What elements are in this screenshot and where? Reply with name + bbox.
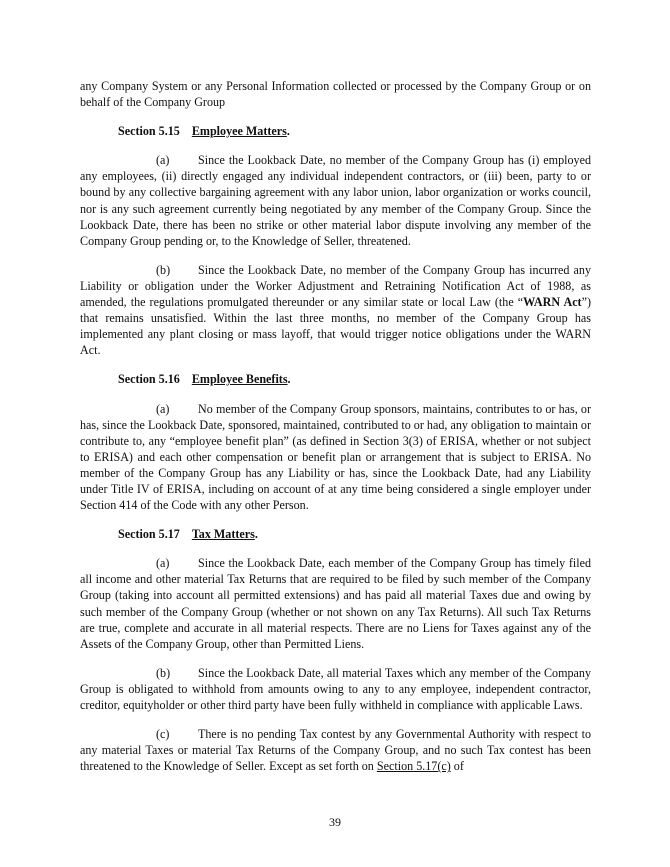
paragraph-label: (a)	[156, 401, 170, 416]
paragraph-label: (c)	[156, 727, 170, 742]
paragraph-text: There is no pending Tax contest by any Governmental Authority with respect to any material Taxes or material Tax Returns of the Company Group, and no such Tax contest has been threatened to the Knowledge of Seller. Except as set forth on	[80, 727, 591, 774]
section-number: Section 5.15	[118, 124, 180, 139]
section-title: Employee Benefits	[191, 372, 288, 387]
paragraph-5-17-a	[80, 555, 591, 652]
page-number: 39	[329, 815, 341, 829]
section-heading-5-15	[80, 123, 591, 139]
section-number: Section 5.16	[118, 372, 180, 387]
paragraph-label: (b)	[156, 262, 171, 277]
paragraph-text: ”) that remains unsatisfied. Within the last three months, no member of the Company Group has implemented any plant closing or mass layoff, that would trigger notice obligations under the WARN Act.	[80, 295, 591, 358]
section-title-period: .	[286, 124, 290, 139]
paragraph-label: (a)	[156, 153, 170, 168]
paragraph-5-17-b	[80, 665, 591, 713]
section-title: Employee Matters	[191, 124, 287, 139]
section-cross-reference: Section 5.17(c)	[376, 759, 451, 774]
paragraph-label: (a)	[156, 556, 170, 571]
paragraph-label: (b)	[156, 665, 171, 680]
paragraph-5-15-b	[80, 262, 591, 359]
section-heading-5-16	[80, 371, 591, 387]
paragraph-5-15-a	[80, 152, 591, 249]
page-body	[80, 78, 591, 774]
paragraph-text: of	[450, 759, 464, 774]
section-title-period: .	[287, 372, 291, 387]
paragraph-text: No member of the Company Group sponsors, maintains, contributes to or has, or has, since the Lookback Date, sponsored, maintained, contributed to or had, any obligation to maintain or contribute to, any “employee benefit plan” (as defined in Section 3(3) of ERISA, whether or not subject to ERISA) and each other compensation or benefit plan or arrangement that is subject to ERISA. No member of the Company Group has any Liability or has, since the Lookback Date, had any Liability under Title IV of ERISA, including on account of at any time being considered a single employer under Section 414 of the Code with any other Person.	[80, 401, 591, 513]
section-title: Tax Matters	[191, 527, 255, 542]
paragraph-text: Since the Lookback Date, each member of the Company Group has timely filed all income and other material Tax Returns that are required to be filed by such member of the Company Group (taking into account all permitted extensions) and has paid all material Taxes due and owing by such member of the Company Group (whether or not shown on any Tax Returns). All such Tax Returns are true, complete and accurate in all material respects. There are no Liens for Taxes against any of the Assets of the Company Group, other than Permitted Liens.	[80, 556, 591, 651]
paragraph-text: Since the Lookback Date, no member of the Company Group has (i) employed any employees, (ii) directly engaged any individual independent contractors, or (iii) been, party to or bound by any collective bargaining agreement with any labor union, labor organization or works council, nor is any such agreement currently being negotiated by any member of the Company Group. Since the Lookback Date, there has been no strike or other material labor dispute involving any member of the Company Group pending or, to the Knowledge of Seller, threatened.	[80, 153, 591, 248]
continuation-paragraph: any Company System or any Personal Information collected or processed by the Company Group or on behalf of the Company Group	[80, 79, 591, 110]
paragraph-5-16-a	[80, 401, 591, 514]
section-title-period: .	[254, 527, 258, 542]
paragraph-text: Since the Lookback Date, all material Taxes which any member of the Company Group is obligated to withhold from amounts owing to any to any employee, independent contractor, creditor, equityholder or other third party have been fully withheld in compliance with applicable Laws.	[80, 665, 591, 712]
section-number: Section 5.17	[118, 527, 180, 542]
paragraph-text: Since the Lookback Date, no member of the Company Group has incurred any Liability or obligation under the Worker Adjustment and Retraining Notification Act of 1988, as amended, the regulations promulgated thereunder or any similar state or local Law (the “	[80, 262, 591, 310]
section-heading-5-17	[80, 526, 591, 542]
defined-term: WARN Act	[523, 295, 582, 310]
paragraph-5-17-c	[80, 726, 591, 774]
